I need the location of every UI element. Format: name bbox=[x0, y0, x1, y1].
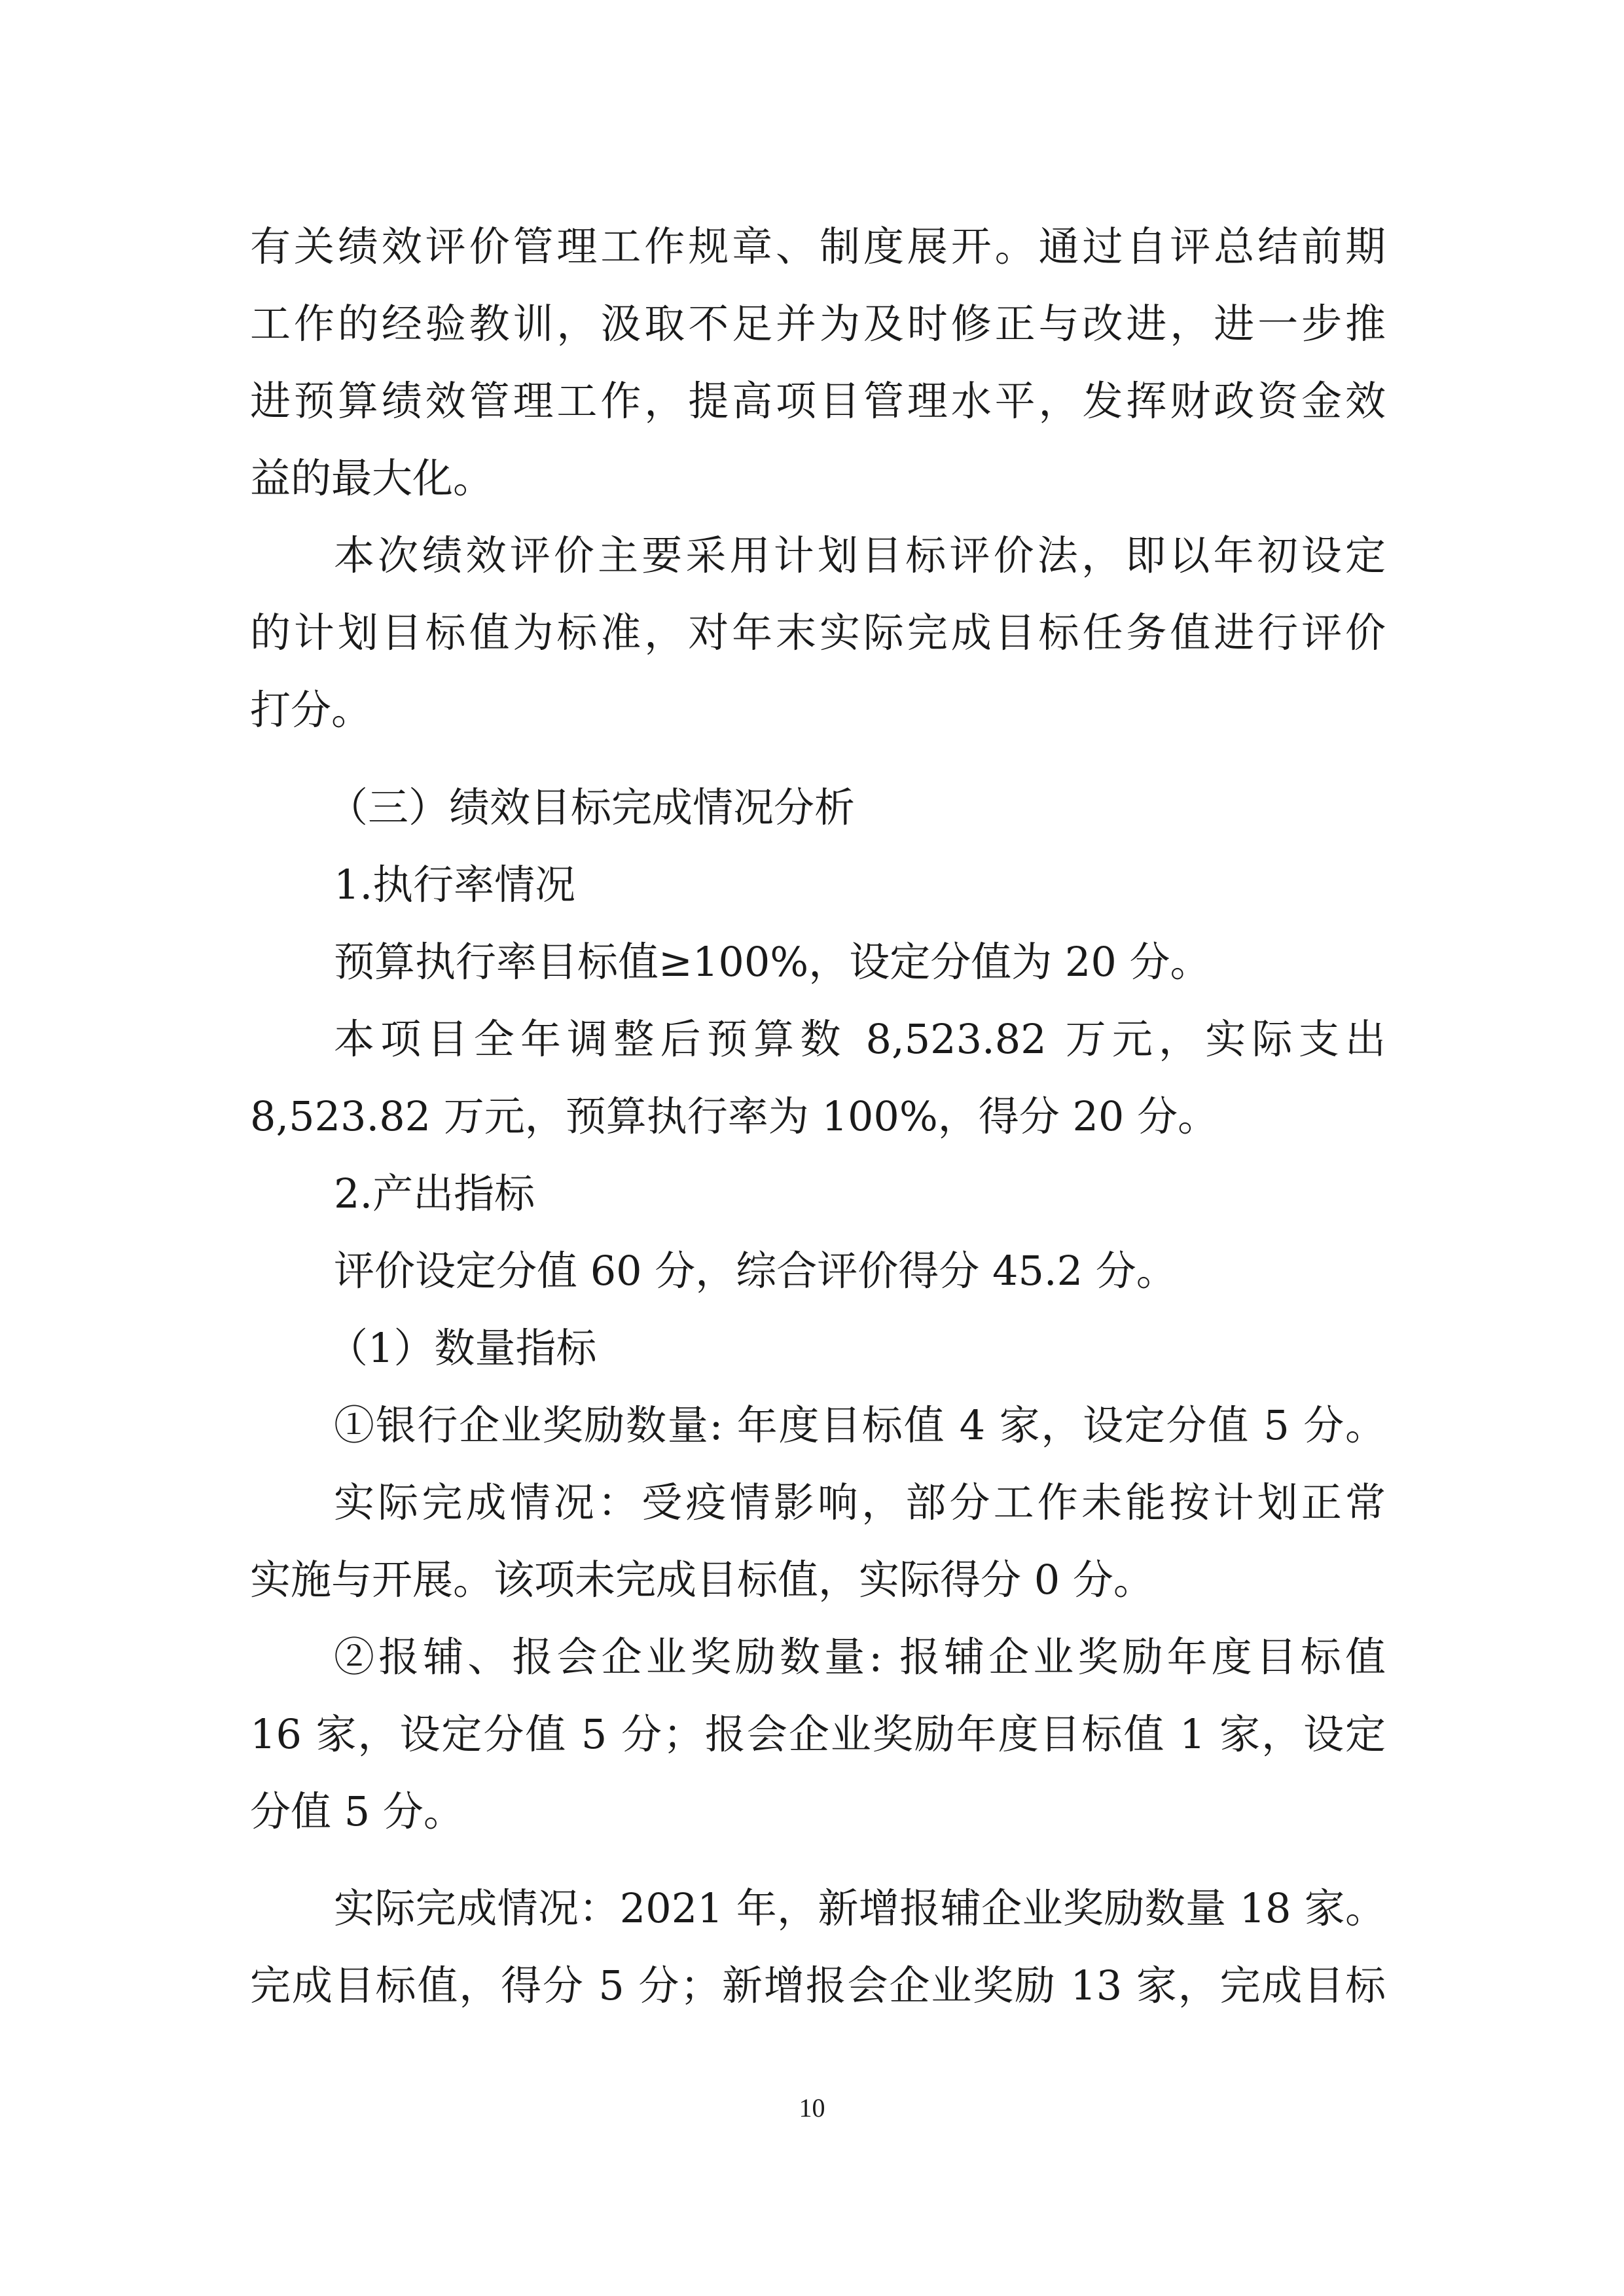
body-text-line: 评价设定分值 60 分，综合评价得分 45.2 分。 bbox=[334, 1247, 1177, 1295]
body-text-line: 益的最大化。 bbox=[250, 454, 494, 502]
body-text-line: 实施与开展。该项未完成目标值，实际得分 0 分。 bbox=[250, 1556, 1154, 1604]
body-text-line: ②报辅、报会企业奖励数量: 报辅企业奖励年度目标值 bbox=[334, 1633, 1386, 1681]
page-number: 10 bbox=[799, 2093, 825, 2123]
body-text-line: 进预算绩效管理工作，提高项目管理水平，发挥财政资金效 bbox=[250, 377, 1386, 425]
body-text-line: 有关绩效评价管理工作规章、制度展开。通过自评总结前期 bbox=[250, 223, 1386, 270]
body-text-line: 工作的经验教训，汲取不足并为及时修正与改进，进一步推 bbox=[250, 300, 1386, 348]
subsection-heading: 2.产出指标 bbox=[334, 1170, 535, 1217]
subsection-heading: 1.执行率情况 bbox=[334, 861, 576, 908]
body-text-line: 本项目全年调整后预算数 8,523.82 万元，实际支出 bbox=[334, 1015, 1386, 1063]
body-text-line: ①银行企业奖励数量: 年度目标值 4 家，设定分值 5 分。 bbox=[334, 1401, 1386, 1449]
body-text-line: 实际完成情况：2021 年，新增报辅企业奖励数量 18 家。 bbox=[334, 1884, 1386, 1932]
body-text-line: 的计划目标值为标准，对年末实际完成目标任务值进行评价 bbox=[250, 609, 1386, 656]
body-text-line: 预算执行率目标值≥100%，设定分值为 20 分。 bbox=[334, 938, 1211, 986]
body-text-line: 本次绩效评价主要采用计划目标评价法，即以年初设定 bbox=[334, 531, 1386, 579]
body-text-line: 实际完成情况：受疫情影响，部分工作未能按计划正常 bbox=[334, 1479, 1386, 1526]
subsection-heading: （1）数量指标 bbox=[327, 1324, 597, 1372]
body-text-line: 完成目标值，得分 5 分；新增报会企业奖励 13 家，完成目标 bbox=[250, 1962, 1386, 2009]
body-text-line: 8,523.82 万元，预算执行率为 100%，得分 20 分。 bbox=[250, 1092, 1219, 1140]
body-text-line: 分值 5 分。 bbox=[250, 1787, 464, 1835]
body-text-line: 16 家，设定分值 5 分；报会企业奖励年度目标值 1 家，设定 bbox=[250, 1710, 1386, 1758]
section-heading: （三）绩效目标完成情况分析 bbox=[327, 783, 856, 831]
body-text-line: 打分。 bbox=[250, 686, 372, 734]
